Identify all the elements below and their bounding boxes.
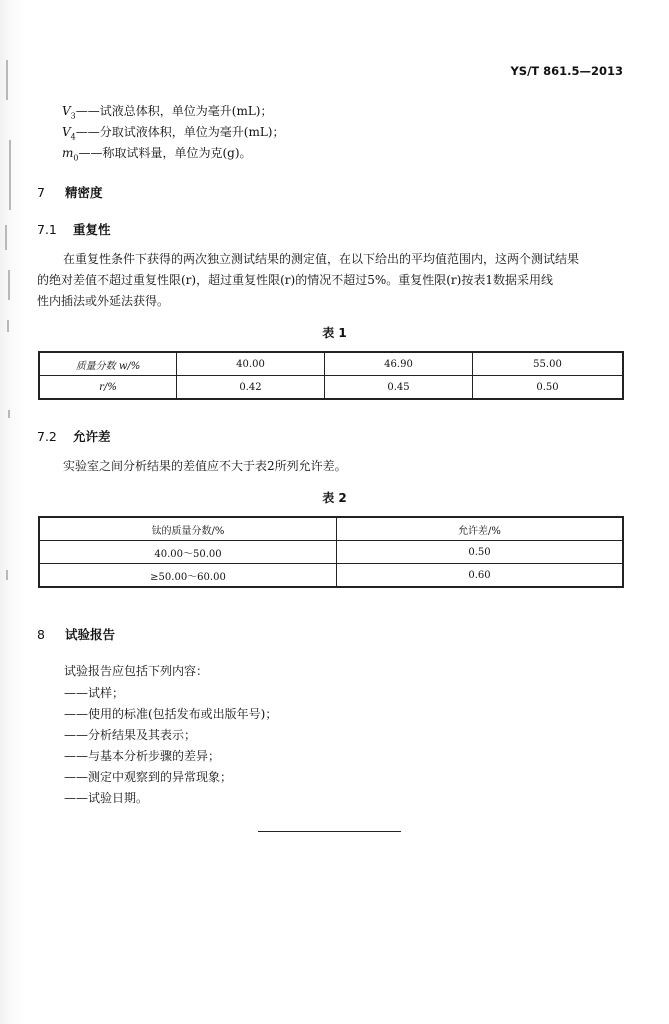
table-cell: 40.00～50.00: [39, 541, 337, 564]
table-2-caption: 表 2: [322, 491, 347, 505]
section-7-2-heading: 7.2 允许差: [37, 429, 111, 444]
section-7-heading: 7 精密度: [37, 185, 103, 200]
table-row: [39, 352, 623, 376]
variable-m0: $m_0——$称取试料量，单位为克(g)。: [62, 146, 252, 163]
variable-v3: $V_3——$试液总体积，单位为毫升(mL)；: [62, 104, 273, 121]
tolerance-text: 实验室之间分析结果的差值应不大于表2所列允许差。: [63, 459, 347, 473]
list-item: ——与基本分析步骤的差异；: [64, 749, 221, 763]
repeatability-text-line-2: 的绝对差值不超过重复性限(r)，超过重复性限(r)的情况不超过5%。重复性限(r)按表1数据采用线: [37, 273, 553, 287]
table-header-cell: 允许差/%: [337, 517, 624, 541]
table-2: [38, 516, 624, 588]
table-cell: 0.42: [177, 376, 325, 400]
table-cell: 46.90: [325, 352, 473, 376]
list-item: ——使用的标准(包括发布或出版年号)；: [64, 707, 278, 721]
table-cell: r/%: [39, 376, 177, 400]
table-cell: ≥50.00～60.00: [39, 564, 337, 588]
table-cell: 0.50: [337, 541, 624, 564]
list-item: ——测定中观察到的异常现象；: [64, 770, 233, 784]
table-row: [39, 541, 623, 564]
table-header-row: [39, 517, 623, 541]
section-7-1-heading: 7.1 重复性: [37, 222, 111, 237]
table-1-caption: 表 1: [322, 326, 347, 340]
table-1: [38, 351, 624, 400]
list-item: ——试验日期。: [64, 791, 149, 805]
variable-v4: $V_4——$分取试液体积，单位为毫升(mL)；: [62, 125, 285, 142]
table-header-cell: 钛的质量分数/%: [39, 517, 337, 541]
standard-number: YS/T 861.5—2013: [510, 64, 623, 78]
repeatability-text-line-1: 在重复性条件下获得的两次独立测试结果的测定值，在以下给出的平均值范围内，这两个测试结果: [63, 252, 580, 266]
table-cell: 0.50: [473, 376, 624, 400]
table-row: [39, 564, 623, 588]
table-cell: 质量分数 w/%: [39, 352, 177, 376]
table-cell: 55.00: [473, 352, 624, 376]
table-cell: 0.60: [337, 564, 624, 588]
table-cell: 0.45: [325, 376, 473, 400]
report-intro: 试验报告应包括下列内容：: [64, 664, 209, 678]
list-item: ——试样；: [64, 686, 125, 700]
section-8-heading: 8 试验报告: [37, 627, 116, 642]
table-row: [39, 376, 623, 400]
table-cell: 40.00: [177, 352, 325, 376]
scan-edge: [0, 0, 26, 1024]
repeatability-text-line-3: 性内插法或外延法获得。: [37, 294, 170, 308]
list-item: ——分析结果及其表示；: [64, 728, 197, 742]
end-rule: [258, 831, 401, 832]
